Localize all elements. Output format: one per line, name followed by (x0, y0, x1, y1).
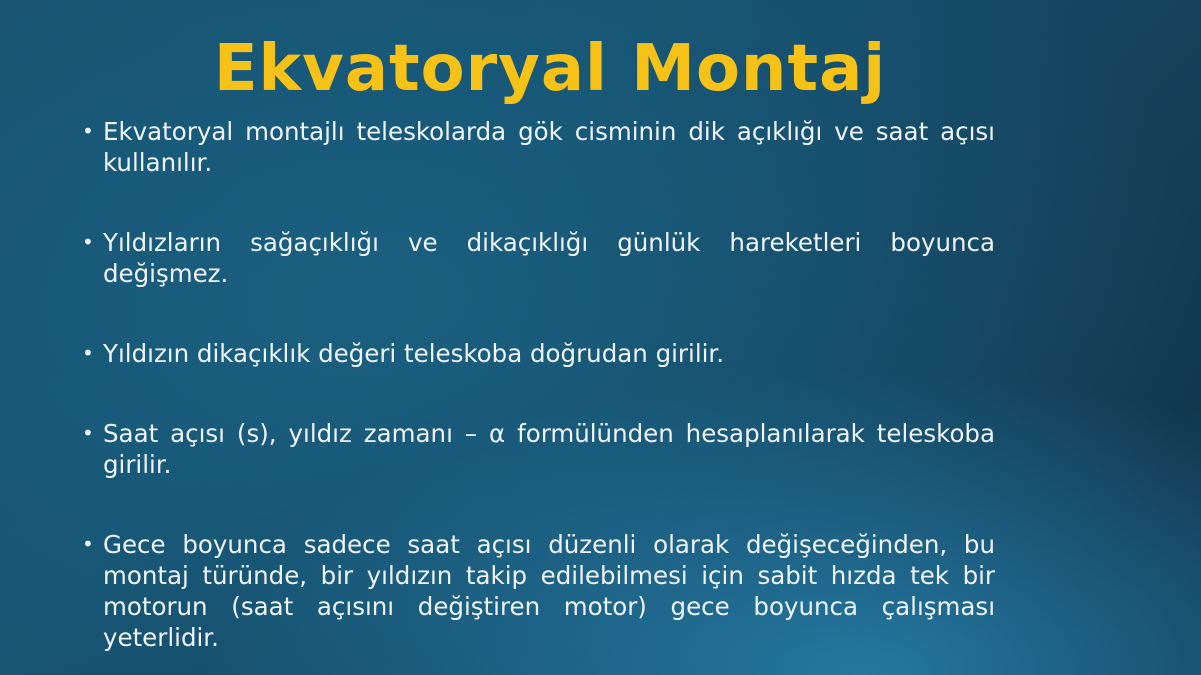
bullet-list (82, 116, 995, 653)
bullet-dot-icon: • (82, 119, 94, 143)
bullet-dot-icon: • (82, 532, 94, 556)
bullet-item (82, 529, 995, 653)
bullet-text: Yıldızların sağaçıklığı ve dikaçıklığı günlük hareketleri boyunca değişmez. (103, 228, 995, 288)
bullet-text: Saat açısı (s), yıldız zamanı – α formülünden hesaplanılarak teleskoba girilir. (103, 419, 995, 479)
bullet-item (82, 227, 995, 289)
bullet-item (82, 338, 995, 369)
bullet-dot-icon: • (82, 341, 94, 365)
bullet-dot-icon: • (82, 421, 94, 445)
bullet-text: Ekvatoryal montajlı teleskolarda gök cisminin dik açıklığı ve saat açısı kullanılır. (103, 117, 995, 177)
bullet-text: Yıldızın dikaçıklık değeri teleskoba doğrudan girilir. (103, 339, 725, 368)
slide-title: Ekvatoryal Montaj (213, 32, 887, 106)
bullet-item (82, 418, 995, 480)
bullet-item (82, 116, 995, 178)
bullet-text: Gece boyunca sadece saat açısı düzenli olarak değişeceğinden, bu montaj türünde, bir yıldızın takip edilebilmesi için sabit hızda tek bir motorun (saat açısını değiştiren motor) gece boyunca çalışması yeterlidir. (103, 530, 995, 652)
bullet-dot-icon: • (82, 230, 94, 254)
